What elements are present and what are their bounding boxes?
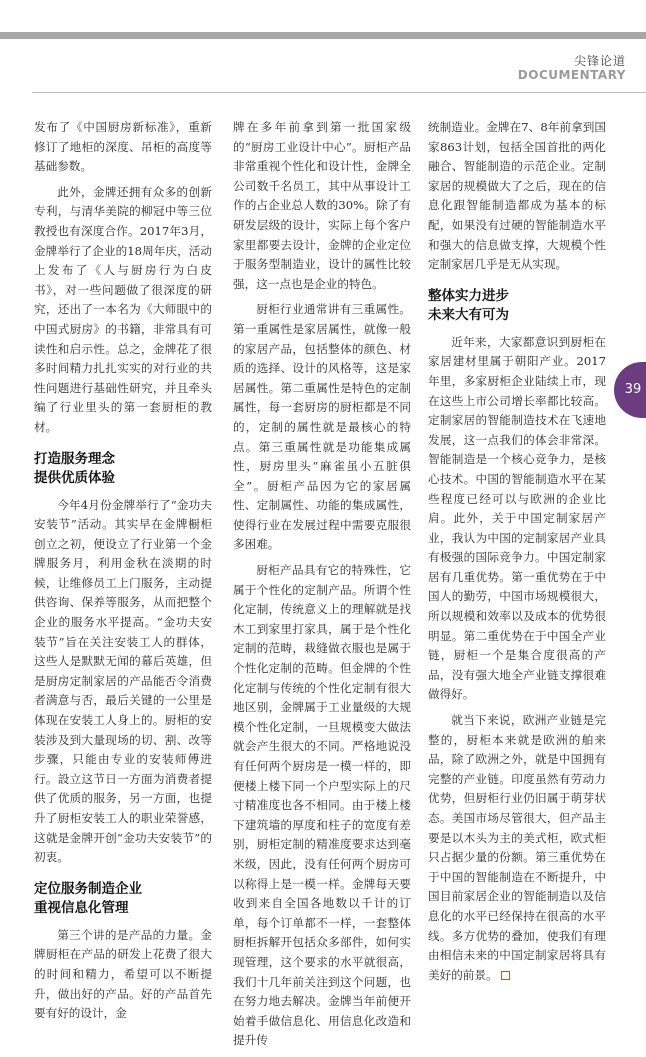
section-title-en: DOCUMENTARY [517, 68, 626, 82]
section-heading [428, 287, 606, 325]
paragraph: 厨柜产品具有它的特殊性，它属于个性化的定制产品。所谓个性化定制，传统意义上的理解就是找木工到家里打家具，属于是个性化定制的范畴，栽缝做衣服也是属于个性化定制的范畴。但金牌的个性化定制与传统的个性化定制有很大地区别，金牌属于工业量级的大规模个性化定制，一旦规模变大做法就会产生很大的不同。严格地说没有任何两个厨房是一模一样的，即便楼上楼下同一个户型实际上的尺寸精准度也各不相同。由于楼上楼下建筑墙的厚度和柱子的宽度有差别，厨柜定制的精准度要求达到毫米级，因此，没有任何两个厨房可以称得上是一模一样。金牌每天要收到来自全国各地数以千计的订单，每个订单都不一样，一套整体厨柜拆解开包括众多部件，如何实现管理，这个要求的水平就很高，我们十几年前关注到这个问题，也在努力地去解决。金牌当年前便开始着手做信息化、用信息化改造和提升传 [233, 563, 411, 1048]
paragraph [428, 711, 606, 985]
paragraph: 近年来，大家都意识到厨柜在家居建材里属于朝阳产业。2017年里，多家厨柜企业陆续上市，现在这些上市公司增长率都比较高。定制家居的智能制造技术在飞速地发展，这一点我们的体会非常深。智能制造是一个核心竞争力，是核心技术。中国的智能制造水平在某些程度已经可以与欧洲的企业比肩。此外，关于中国定制家居产业，我认为中国的定制家居产业具有极强的国际竞争力。中国定制家居有几重优势。第一重优势在于中国人的勤劳，中国市场规模很大，所以规模和效率以及成本的优势很明显。第二重优势在于中国全产业链，厨柜一个是集合度很高的产品，没有强大地全产业链支撑很难做得好。 [428, 334, 606, 702]
end-of-article-icon [501, 971, 510, 980]
heading-line: 打造服务理念 [34, 450, 115, 467]
paragraph: 今年4月份金牌举行了“金功夫安装节”活动。其实早在金牌橱柜创立之初，便设立了行业第一个金牌服务月，利用金秋在淡期的时候，让维修员工上门服务，主动提供咨询、保养等服务，从而把整个企业的服务水平提高。“金功夫安装节”旨在关注安装工人的群体，这些人是默默无闻的幕后英雄，但是厨房定制家居的产品能否令消费者满意与否，最后关键的一公里是体现在安装工人身上的。厨柜的安装涉及到大量现场的切、割、改等步骤，只能由专业的安装师傅进行。設立这节日一方面为消费者提供了优质的服务，另一方面，也提升了厨柜安装工人的职业荣誉感，这就是金牌开创“金功夫安装节”的初衷。 [34, 497, 212, 865]
heading-line: 定位服务制造企业 [34, 880, 142, 897]
article-column-1 [34, 118, 212, 1030]
heading-line: 提供优质体验 [34, 469, 115, 486]
section-heading [34, 880, 212, 918]
paragraph: 第三个讲的是产品的力量。金牌厨柜在产品的研发上花费了很大的时间和精力，希望可以不断提升，做出好的产品。好的产品首先要有好的设计，金 [34, 927, 212, 1021]
heading-line: 重视信息化管理 [34, 899, 129, 916]
paragraph: 牌在多年前拿到第一批国家级的“厨房工业设计中心”。厨柜产品非常重视个性化和设计性，金牌全公司数千名员工，其中从事设计工作的占企业总人数的30%。除了有研发层级的设计，实际上每个客户家里都要去设计，金牌的企业定位于服务型制造业，设计的属性比较强，这一点也是企业的特色。 [233, 120, 411, 291]
article-column-3 [428, 118, 606, 991]
paragraph: 发布了《中国厨房新标准》，重新修订了地柜的深度、吊柜的高度等基础参数。 [34, 120, 212, 174]
section-title-cn: 尖锋论道 [573, 54, 626, 68]
paragraph: 厨柜行业通常讲有三重属性。第一重属性是家居属性，就像一般的家居产品，包括整体的颜色、材质的选择、设计的风格等，这是家居属性。第二重属性是特色的定制属性，每一套厨房的厨柜都是不同的，定制的属性就是最核心的特点。第三重属性就是功能集成属性，厨房里头“麻雀虽小五脏俱全”。厨柜产品因为它的家居属性、定制属性、功能的集成属性，使得行业在发展过程中需要克服很多困难。 [233, 302, 411, 552]
top-decor-bar [0, 32, 646, 39]
paragraph-text: 就当下来说，欧洲产业链是完整的，厨柜本来就是欧洲的舶来品，除了欧洲之外，就是中国拥有完整的产业链。印度虽然有劳动力优势，但厨柜行业仍旧属于萌芽状态。美国市场尽管很大，但产品主要是以木头为主的美式柜，欧式柜只占据少量的份额。第三重优势在于中国的智能制造在不断提升，中国目前家居企业的智能制造以及信息化的水平已经保持在很高的水平线。多方优势的叠加，使我们有理由相信未来的中国定制家居将具有美好的前景。 [428, 713, 606, 982]
heading-line: 整体实力进步 [428, 287, 509, 304]
header-divider [32, 92, 646, 93]
article-column-2 [233, 118, 411, 1057]
heading-line: 未来大有可为 [428, 306, 509, 323]
paragraph: 统制造业。金牌在7、8年前拿到国家863计划，包括全国首批的两化融合、智能制造的示范企业。定制家居的规模做大了之后，现在的信息化跟智能制造都成为基本的标配，如果没有过硬的智能制造水平和强大的信息做支撑，大规模个性定制家居几乎是无从实现。 [428, 120, 606, 272]
paragraph: 此外，金牌还拥有众多的创新专利，与清华美院的柳冠中等三位教授也有深度合作。2017年3月，金牌举行了企业的18周年庆，活动上发布了《人与厨房行为白皮书》，对一些问题做了很深度的研究，还出了一本名为《大师眼中的中国式厨房》的书籍，非常具有可读性和启示性。总之，金牌花了很多时间精力扎扎实实的对行业的共性问题进行基础性研究，并且牵头编了行业里头的第一套厨柜的教材。 [34, 184, 212, 434]
page-number-tab: 39 [614, 362, 646, 418]
section-heading [34, 450, 212, 488]
